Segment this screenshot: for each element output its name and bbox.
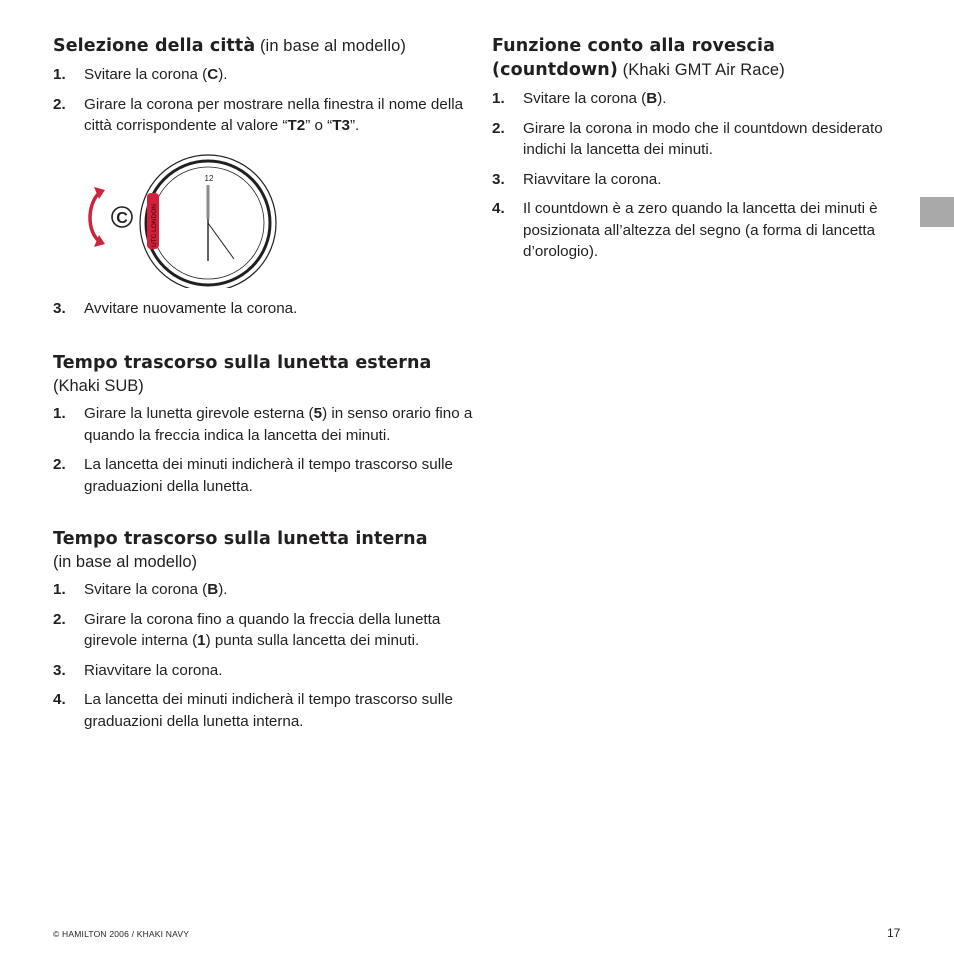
section-outer-bezel xyxy=(53,351,473,497)
chapter-tab-marker xyxy=(920,197,954,227)
heading-text: Selezione della città xyxy=(53,36,256,56)
step-number: 1. xyxy=(53,581,66,598)
watch-illustration xyxy=(85,153,305,288)
step-text: Girare la corona fino a quando la freccia della lunetta girevole interna ( xyxy=(84,610,441,649)
step-number: 2. xyxy=(53,95,66,113)
dial-numeral: 12 xyxy=(204,173,214,183)
section-heading: Tempo trascorso sulla lunetta interna xyxy=(53,529,428,549)
step-item xyxy=(53,403,473,446)
steps-list xyxy=(53,64,473,137)
step-item xyxy=(53,609,473,652)
section-heading: Tempo trascorso sulla lunetta esterna xyxy=(53,353,432,373)
steps-list-continued xyxy=(53,298,473,320)
step-text: La lancetta dei minuti indicherà il tempo trascorso sulle graduazioni della lunetta. xyxy=(84,456,453,495)
step-text: ). xyxy=(218,581,228,598)
heading-subtitle: (in base al modello) xyxy=(255,37,406,55)
step-text: La lancetta dei minuti indicherà il tempo trascorso sulle graduazioni della lunetta interna. xyxy=(84,691,453,730)
heading-subtitle: (Khaki SUB) xyxy=(53,377,144,395)
step-text: Il countdown è a zero quando la lancetta dei minuti è posizionata all’altezza del segno (a forma di lancetta d’orologio). xyxy=(523,200,878,260)
step-item xyxy=(53,689,473,732)
step-number: 4. xyxy=(492,200,505,217)
steps-list xyxy=(53,579,473,732)
step-text: ). xyxy=(657,90,667,107)
step-item xyxy=(53,454,473,497)
step-number: 4. xyxy=(53,691,66,708)
step-ref: B xyxy=(207,581,219,598)
step-number: 3. xyxy=(492,170,505,188)
step-text: Riavvitare la corona. xyxy=(84,661,223,679)
step-text: Girare la corona per mostrare nella finestra il nome della città corrispondente al valore “ xyxy=(84,95,464,134)
step-item xyxy=(53,660,473,682)
step-text: ) in senso orario fino a quando la freccia indica la lancetta dei minuti. xyxy=(84,405,473,444)
step-number: 1. xyxy=(53,66,66,83)
heading-subtitle: (in base al modello) xyxy=(53,553,197,571)
step-text: Svitare la corona ( xyxy=(84,66,208,83)
step-ref: 5 xyxy=(313,405,323,422)
step-ref: C xyxy=(207,66,219,83)
steps-list xyxy=(492,88,902,263)
section-heading-line2 xyxy=(492,58,902,82)
section-city-selection xyxy=(53,34,473,319)
step-number: 1. xyxy=(53,405,66,422)
step-number: 1. xyxy=(492,90,505,107)
step-text: Svitare la corona ( xyxy=(523,90,647,107)
step-item xyxy=(492,198,902,263)
heading-subtitle: (Khaki GMT Air Race) xyxy=(617,61,785,79)
step-text: ). xyxy=(218,66,228,83)
step-number: 2. xyxy=(492,119,505,137)
step-number: 3. xyxy=(53,661,66,679)
step-item xyxy=(53,64,473,86)
page-number: 17 xyxy=(887,926,901,940)
step-text: Riavvitare la corona. xyxy=(523,170,662,188)
section-countdown xyxy=(492,34,902,263)
step-number: 3. xyxy=(53,299,66,317)
section-heading: Funzione conto alla rovescia xyxy=(492,36,775,56)
right-column xyxy=(492,34,902,271)
step-number: 2. xyxy=(53,610,66,628)
hour-hand xyxy=(207,185,210,219)
step-text: ”. xyxy=(349,117,360,134)
step-item xyxy=(53,298,473,320)
step-item xyxy=(53,94,473,137)
step-text: Svitare la corona ( xyxy=(84,581,208,598)
step-item xyxy=(53,579,473,601)
step-item xyxy=(492,118,902,161)
crown-letter: C xyxy=(116,209,128,227)
rotation-arrow-icon xyxy=(90,187,105,247)
section-heading xyxy=(53,34,473,58)
step-item xyxy=(492,88,902,110)
left-column xyxy=(53,34,473,740)
step-ref: T2 xyxy=(287,117,306,134)
steps-list xyxy=(53,403,473,497)
step-text: Girare la lunetta girevole esterna ( xyxy=(84,405,314,422)
section-inner-bezel xyxy=(53,527,473,732)
footer-copyright: © HAMILTON 2006 / KHAKI NAVY xyxy=(53,929,190,939)
step-text: Girare la corona in modo che il countdown desiderato indichi la lancetta dei minuti. xyxy=(523,119,883,158)
watch-diagram xyxy=(85,153,305,288)
step-ref: B xyxy=(646,90,658,107)
step-ref: 1 xyxy=(197,632,206,649)
step-ref: T3 xyxy=(332,117,350,134)
step-text: ” o “ xyxy=(305,117,333,134)
city-window-text: UTC LONDON xyxy=(151,203,158,247)
step-number: 2. xyxy=(53,456,66,473)
step-item xyxy=(492,169,902,191)
heading-text: (countdown) xyxy=(492,60,618,80)
step-text: Avvitare nuovamente la corona. xyxy=(84,299,298,317)
step-text: ) punta sulla lancetta dei minuti. xyxy=(205,632,420,649)
